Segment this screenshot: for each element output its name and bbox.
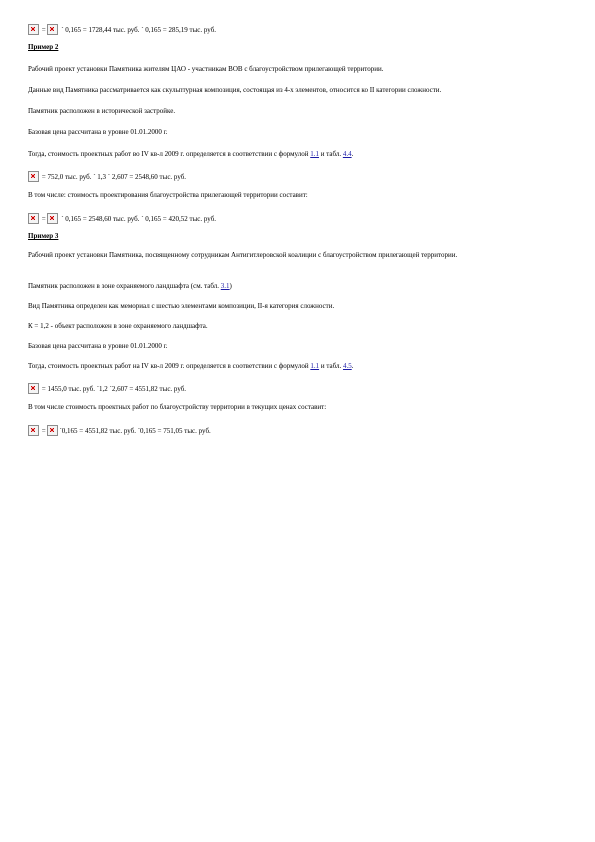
example-3-paragraph: Тогда, стоимость проектных работ на IV кв-л 2009 г. определяется в соответствии с формулой 1.1 и табл. 4.5. bbox=[28, 362, 354, 370]
broken-image-icon bbox=[28, 24, 39, 35]
example-2-paragraph: Данные вид Памятника рассматривается как скульптурная композиция, состоящая из 4-х элементов, относится ко II категории сложности. bbox=[28, 86, 442, 94]
example-3-paragraph: Базовая цена рассчитана в уровне 01.01.2000 г. bbox=[28, 342, 168, 350]
table-link[interactable]: 4.4 bbox=[342, 150, 352, 158]
example-3-paragraph: Памятник расположен в зоне охраняемого ландшафта (см. табл. 3.1) bbox=[28, 282, 232, 290]
example-3-paragraph: Рабочий проект установки Памятника, посвященному сотрудникам Антигитлеровской коалиции с благоустройством прилегающей территории. bbox=[28, 251, 458, 259]
formula-text: ´ 0,165 = 1728,44 тыс. руб. ´ 0,165 = 285,19 тыс. руб. bbox=[59, 26, 217, 34]
example-2-paragraph: Рабочий проект установки Памятника жителям ЦАО - участникам ВОВ с благоустройством прилегающей территории. bbox=[28, 65, 384, 73]
broken-image-icon bbox=[47, 213, 58, 224]
broken-image-icon bbox=[28, 171, 39, 182]
formula-text: ´0,165 = 4551,82 тыс. руб. ´0,165 = 751,05 тыс. руб. bbox=[59, 427, 211, 435]
example-2-heading: Пример 2 bbox=[28, 43, 59, 51]
formula-line bbox=[28, 383, 186, 394]
formula-link[interactable]: 1.1 bbox=[310, 362, 320, 370]
formula-line: = ´ 0,165 = 2548,60 тыс. руб. ´ 0,165 = 420,52 тыс. руб. bbox=[28, 213, 216, 224]
formula-text: = 1455,0 тыс. руб. ´1,2 ´2,607 = 4551,82 тыс. руб. bbox=[40, 385, 187, 393]
table-link[interactable]: 4.5 bbox=[342, 362, 352, 370]
formula-link[interactable]: 1.1 bbox=[310, 150, 319, 158]
formula-line-top: = ´ 0,165 = 1728,44 тыс. руб. ´ 0,165 = 285,19 тыс. руб. bbox=[28, 24, 216, 35]
broken-image-icon bbox=[28, 425, 39, 436]
example-2-paragraph: Тогда, стоимость проектных работ во IV кв-л 2009 г. определяется в соответствии с формулой 1.1 и табл. 4.4. bbox=[28, 150, 354, 158]
broken-image-icon bbox=[28, 383, 39, 394]
example-2-paragraph: Базовая цена рассчитана в уровне 01.01.2000 г. bbox=[28, 128, 168, 136]
formula-line bbox=[28, 171, 186, 182]
example-2-paragraph: Памятник расположен в исторической застройке. bbox=[28, 107, 176, 115]
broken-image-icon bbox=[47, 425, 58, 436]
broken-image-icon bbox=[28, 213, 39, 224]
formula-text: = 752,0 тыс. руб. ´ 1,3 ´ 2,607 = 2548,60 тыс. руб. bbox=[40, 173, 187, 181]
example-3-heading: Пример 3 bbox=[28, 232, 59, 240]
formula-line: = ´0,165 = 4551,82 тыс. руб. ´0,165 = 751,05 тыс. руб. bbox=[28, 425, 211, 436]
broken-image-icon bbox=[47, 24, 58, 35]
formula-text: ´ 0,165 = 2548,60 тыс. руб. ´ 0,165 = 420,52 тыс. руб. bbox=[59, 215, 217, 223]
example-3-paragraph: Вид Памятника определен как мемориал с шестью элементами композиции, II-я категория сложности. bbox=[28, 302, 335, 310]
example-2-paragraph: В том числе: стоимость проектирования благоустройства прилегающей территории составит: bbox=[28, 191, 308, 199]
example-3-paragraph: К = 1,2 - объект расположен в зоне охраняемого ландшафта. bbox=[28, 322, 208, 330]
table-link[interactable]: 3.1 bbox=[220, 282, 230, 290]
example-3-paragraph: В том числе стоимость проектных работ по благоустройству территории в текущих ценах составит: bbox=[28, 403, 327, 411]
